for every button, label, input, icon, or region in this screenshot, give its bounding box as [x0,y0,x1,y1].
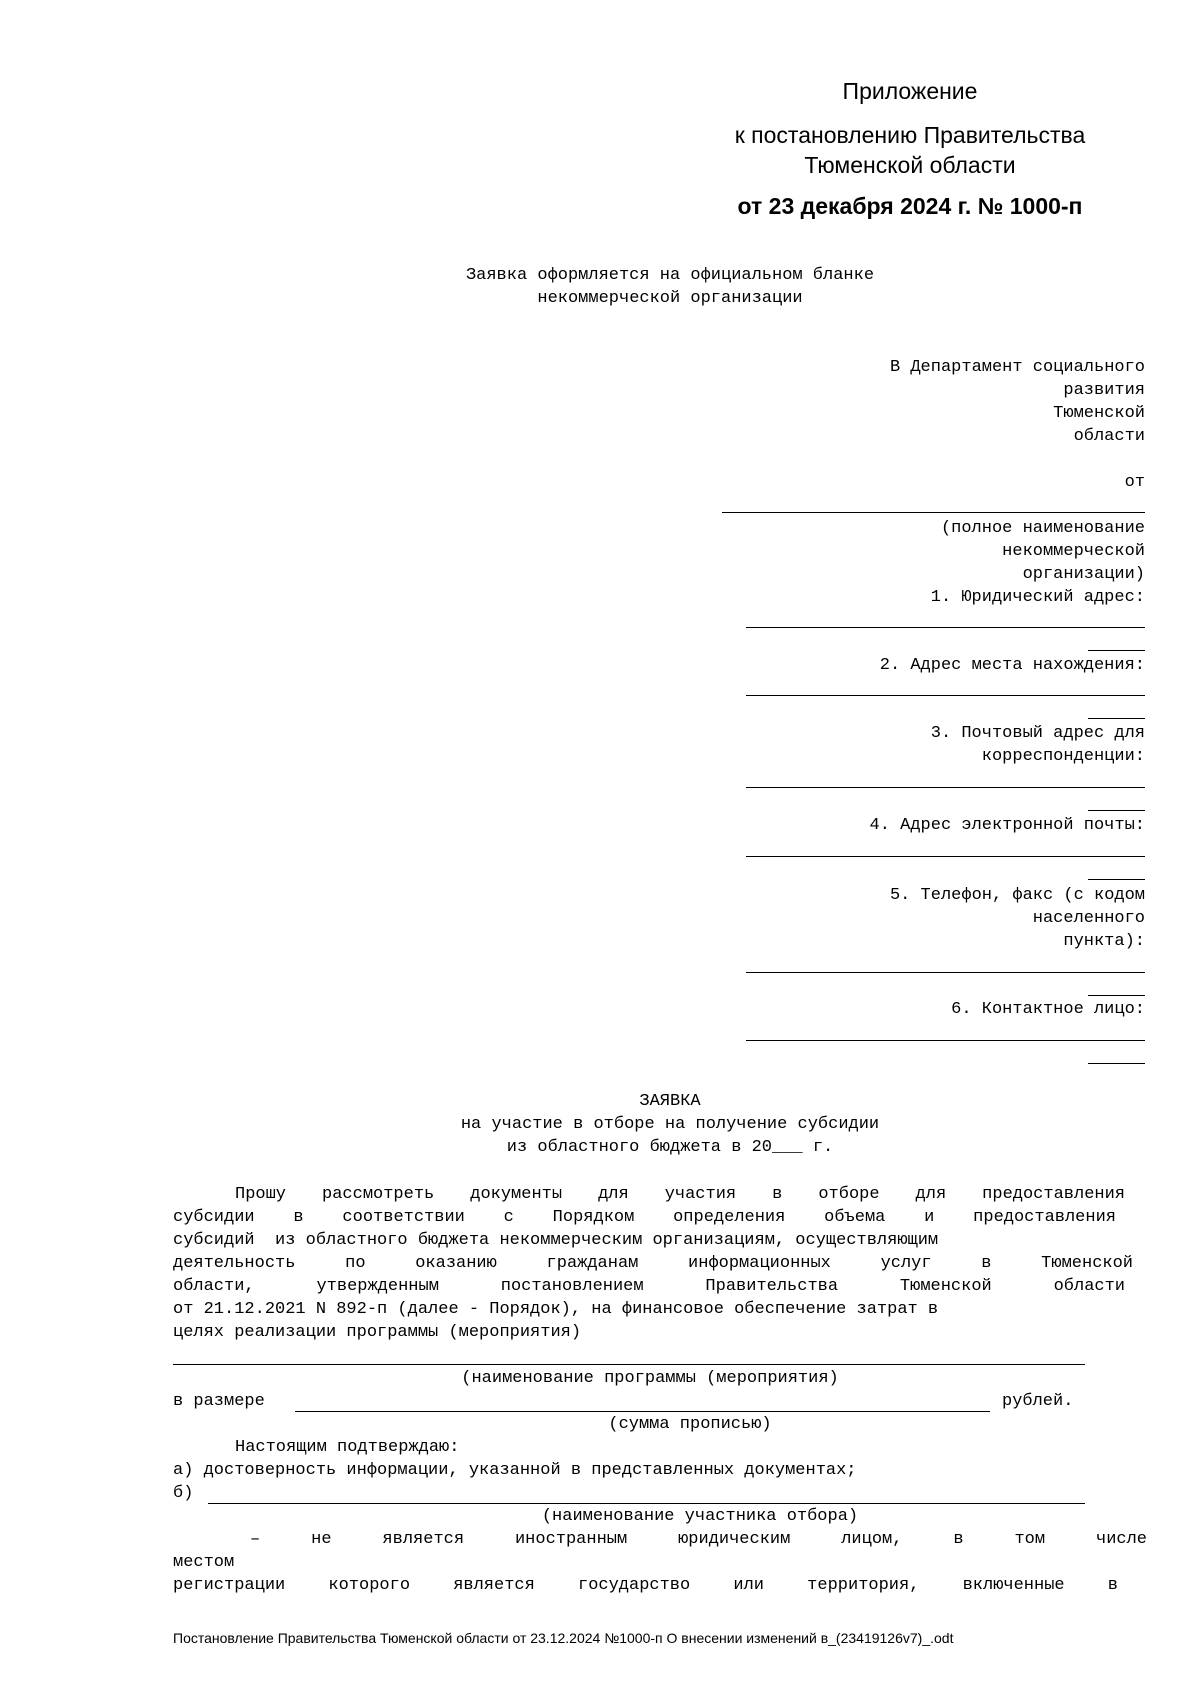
dash-line-continued: местом [173,1553,235,1572]
blank-note-line1: Заявка оформляется на официальном бланке [465,266,875,285]
amount-suffix: рублей. [1002,1392,1074,1411]
body-line3: субсидий из областного бюджета некоммерческим организациям, осуществляющим [173,1231,939,1250]
addressee-line4: области [1073,427,1145,446]
program-name-hint: (наименование программы (мероприятия) [461,1369,839,1388]
body-line7: целях реализации программы (мероприятия) [173,1323,582,1342]
registration-line: регистрации которого является государство или территория, включенные в [173,1576,1118,1595]
postal-address-label2: корреспонденции: [981,747,1145,766]
email-label: 4. Адрес электронной почты: [869,816,1145,835]
addressee-line1: В Департамент социального [889,358,1145,377]
body-line6: от 21.12.2021 N 892-п (далее - Порядок), на финансовое обеспечение затрат в [173,1300,939,1319]
appendix-title: Приложение [842,78,978,104]
body-line2: субсидии в соответствии с Порядком определения объема и предоставления [173,1208,1116,1227]
body-line1: Прошу рассмотреть документы для участия в отборе для предоставления [235,1185,1125,1204]
addressee-line3: Тюменской [1053,404,1145,423]
phone-label1: 5. Телефон, факс (с кодом [889,886,1145,905]
postal-address-short-line [1088,810,1145,811]
resolution-date-number: от 23 декабря 2024 г. № 1000-п [737,193,1083,219]
org-name-line [722,512,1145,513]
phone-line[interactable] [746,972,1145,973]
location-address-short-line [1088,718,1145,719]
application-subtitle2: из областного бюджета в 20___ г. [506,1138,834,1157]
phone-short-line [1088,995,1145,996]
resolution-ref-line1: к постановлению Правительства [734,122,1086,148]
org-name-hint2: некоммерческой [1002,542,1145,561]
application-title: ЗАЯВКА [639,1092,701,1111]
org-name-hint1: (полное наименование [940,519,1145,538]
item-a: а) достоверность информации, указанной в представленных документах; [173,1461,857,1480]
amount-prefix: в размере [173,1392,265,1411]
confirm-text: Настоящим подтверждаю: [235,1438,460,1457]
dash-line: – не является иностранным юридическим лицом, в том числе [250,1530,1147,1549]
phone-label3: пункта): [1063,932,1145,951]
postal-address-line[interactable] [746,787,1145,788]
item-b-label: б) [173,1484,194,1503]
org-name-hint3: организации) [1022,565,1145,584]
legal-address-line[interactable] [746,627,1145,628]
email-line[interactable] [746,856,1145,857]
phone-label2: населенного [1032,909,1145,928]
document-footer: Постановление Правительства Тюменской области от 23.12.2024 №1000-п О внесении изменений в_(23419126v7)_.odt [173,1630,954,1646]
resolution-ref-line2: Тюменской области [804,152,1016,178]
body-line5: области, утвержденным постановлением Правительства Тюменской области [173,1277,1125,1296]
blank-note-line2: некоммерческой организации [537,289,803,308]
contact-line[interactable] [746,1040,1145,1041]
participant-name-line[interactable] [208,1503,1085,1504]
location-address-label: 2. Адрес места нахождения: [879,656,1145,675]
from-label: от [1124,473,1145,492]
legal-address-short-line [1088,650,1145,651]
application-subtitle1: на участие в отборе на получение субсидии [460,1115,880,1134]
location-address-line[interactable] [746,695,1145,696]
legal-address-label: 1. Юридический адрес: [930,588,1145,607]
amount-hint: (сумма прописью) [608,1415,772,1434]
contact-short-line [1088,1063,1145,1064]
contact-label: 6. Контактное лицо: [951,1000,1145,1019]
postal-address-label1: 3. Почтовый адрес для [930,724,1145,743]
participant-name-hint: (наименование участника отбора) [541,1507,859,1526]
body-line4: деятельность по оказанию гражданам информационных услуг в Тюменской [173,1254,1133,1273]
program-name-line[interactable] [173,1364,1085,1365]
email-short-line [1088,879,1145,880]
amount-line[interactable] [295,1411,990,1412]
addressee-line2: развития [1063,381,1145,400]
